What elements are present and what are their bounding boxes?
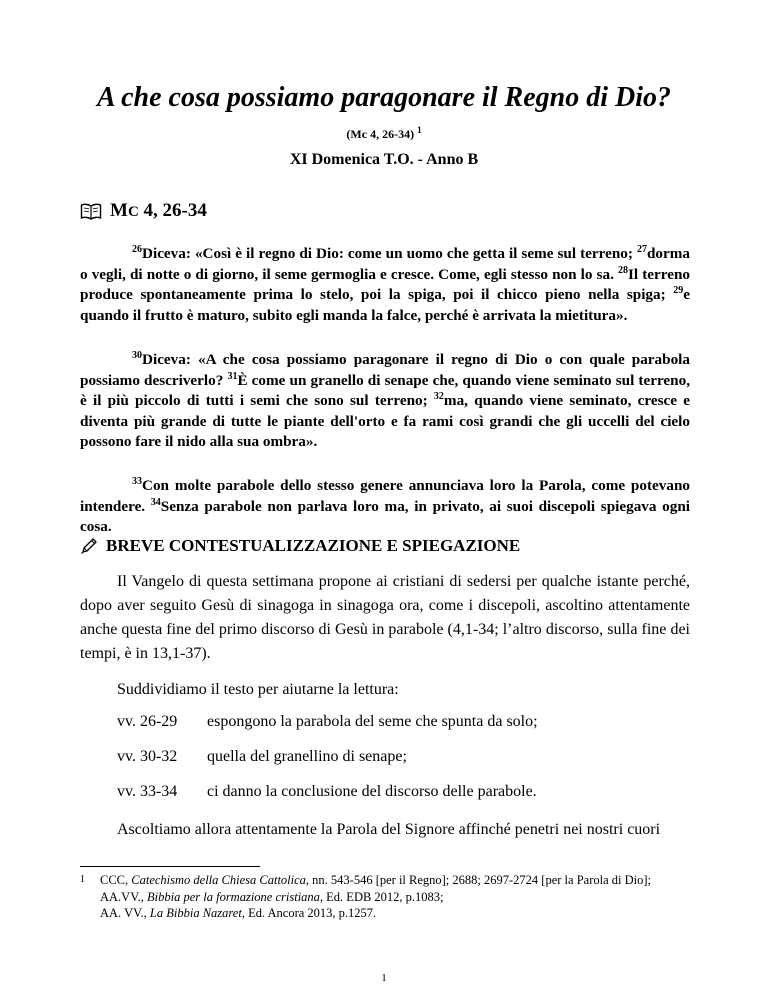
verse-range: vv. 33-34 bbox=[117, 783, 178, 800]
verse-text: ma, quando viene seminato, cresce e diventa più grande di tutte le piante dell'orto e fa rami così grandi che gli uccelli del cielo possono fare il nido alla sua ombra». bbox=[80, 392, 690, 450]
footnote-divider bbox=[80, 866, 260, 867]
footnote-author: AA.VV. bbox=[100, 889, 141, 904]
commentary-paragraph bbox=[80, 570, 690, 666]
footnote-book-title: La Bibbia Nazaret bbox=[149, 906, 242, 920]
footnote-source-abbrev: CCC, bbox=[100, 873, 132, 887]
page-title: A che cosa possiamo paragonare il Regno di Dio? bbox=[96, 82, 672, 113]
heading-letter: M bbox=[110, 200, 128, 221]
verse-text: Con molte parabole dello stesso genere annunciava loro la Parola, come potevano intendere. bbox=[80, 477, 690, 515]
verse-text: Senza parabole non parlava loro ma, in privato, ai suoi discepoli spiegava ogni cosa. bbox=[80, 497, 690, 535]
verse-text: È come un granello di senape che, quando viene seminato sul terreno, è il più piccolo di tutti i semi che sono sul terreno; bbox=[80, 371, 690, 409]
verse-text: Diceva: «Così è il regno di Dio: come un uomo che getta il seme sul terreno; bbox=[142, 245, 637, 262]
verse-number: 31 bbox=[227, 370, 238, 382]
footnote-publisher: , Ed. Ancora 2013, p.1257. bbox=[241, 906, 377, 920]
verse-breakdown-item bbox=[117, 713, 538, 731]
verse-text: dorma o vegli, di notte o di giorno, il seme germoglia e cresce. Come, egli stesso non lo sa. bbox=[80, 245, 690, 283]
verse-range: vv. 30-32 bbox=[117, 748, 178, 765]
commentary-intro-text: Il Vangelo di questa settimana propone ai cristiani di sedersi per qualche istante perché, dopo aver seguito Gesù di sinagoga in sinagoga ora, come i discepoli, ascoltino attentamente anche questa fine del primo discorso di Gesù in parabole (4,1-34; l’altro discorso, sulla fine dei tempi, è in 13,1-37). bbox=[80, 573, 690, 662]
book-icon bbox=[80, 202, 102, 220]
heading-small-caps: C bbox=[127, 204, 139, 220]
verse-range: vv. 26-29 bbox=[117, 713, 178, 730]
verse-number: 29 bbox=[673, 284, 684, 296]
verse-description: ci danno la conclusione del discorso delle parabole. bbox=[207, 783, 537, 800]
verse-text: Diceva: «A che cosa possiamo paragonare il regno di Dio o con quale parabola possiamo descriverlo? bbox=[80, 351, 690, 389]
gospel-section-heading bbox=[80, 200, 207, 222]
verse-description: quella del granellino di senape; bbox=[207, 748, 407, 765]
verse-number: 28 bbox=[617, 264, 628, 276]
verse-text: Il terreno produce spontaneamente prima lo stelo, poi la spiga, poi il chicco pieno nella spiga; bbox=[80, 265, 691, 303]
footnote-text bbox=[100, 872, 690, 922]
footnote-author: AA. VV. bbox=[100, 906, 144, 920]
footnote-publisher: , Ed. EDB 2012, p.1083; bbox=[319, 889, 444, 904]
commentary-heading-text: BREVE CONTESTUALIZZAZIONE E SPIEGAZIONE bbox=[106, 536, 521, 555]
verse-description: espongono la parabola del seme che spunta da solo; bbox=[207, 713, 538, 730]
gospel-heading-text bbox=[110, 200, 207, 222]
liturgical-subtitle: XI Domenica T.O. - Anno B bbox=[289, 151, 479, 168]
verse-number: 33 bbox=[132, 475, 142, 487]
page-number: 1 bbox=[381, 972, 387, 984]
verse-number: 34 bbox=[150, 496, 161, 508]
closing-paragraph bbox=[80, 818, 690, 842]
footnote bbox=[80, 872, 690, 922]
footnote-number: 1 bbox=[80, 874, 85, 885]
verse-text: e quando il frutto è maturo, subito egli manda la falce, perché è arrivata la mietitura». bbox=[80, 286, 690, 324]
verse-breakdown-item bbox=[117, 748, 407, 766]
footnote-separator: , bbox=[143, 906, 150, 920]
subdivision-intro: Suddividiamo il testo per aiutarne la lettura: bbox=[117, 681, 399, 698]
commentary-section-heading bbox=[80, 536, 520, 556]
scripture-reference bbox=[0, 125, 768, 142]
verse-number: 27 bbox=[636, 243, 647, 255]
verse-number: 26 bbox=[132, 243, 142, 255]
footnote-marker[interactable]: 1 bbox=[417, 125, 422, 135]
closing-text: Ascoltiamo allora attentamente la Parola del Signore affinché penetri nei nostri cuori bbox=[117, 821, 661, 838]
footnote-separator: , bbox=[140, 889, 147, 904]
footnote-source-detail: nn. 543-546 [per il Regno]; 2688; 2697-2724 [per la Parola di Dio]; bbox=[309, 873, 651, 887]
verse-number: 30 bbox=[132, 349, 142, 361]
verse-number: 32 bbox=[433, 390, 444, 402]
footnote-source-title: Catechismo della Chiesa Cattolica, bbox=[131, 873, 310, 887]
gospel-paragraph bbox=[80, 350, 690, 453]
heading-reference: 4, 26-34 bbox=[138, 200, 207, 221]
footnote-book-title: Bibbia per la formazione cristiana bbox=[147, 889, 320, 904]
pen-icon bbox=[80, 537, 98, 555]
reference-text: (Mc 4, 26-34) bbox=[346, 127, 415, 141]
gospel-paragraph bbox=[80, 244, 690, 326]
verse-breakdown-item bbox=[117, 783, 537, 801]
gospel-paragraph bbox=[80, 476, 690, 538]
